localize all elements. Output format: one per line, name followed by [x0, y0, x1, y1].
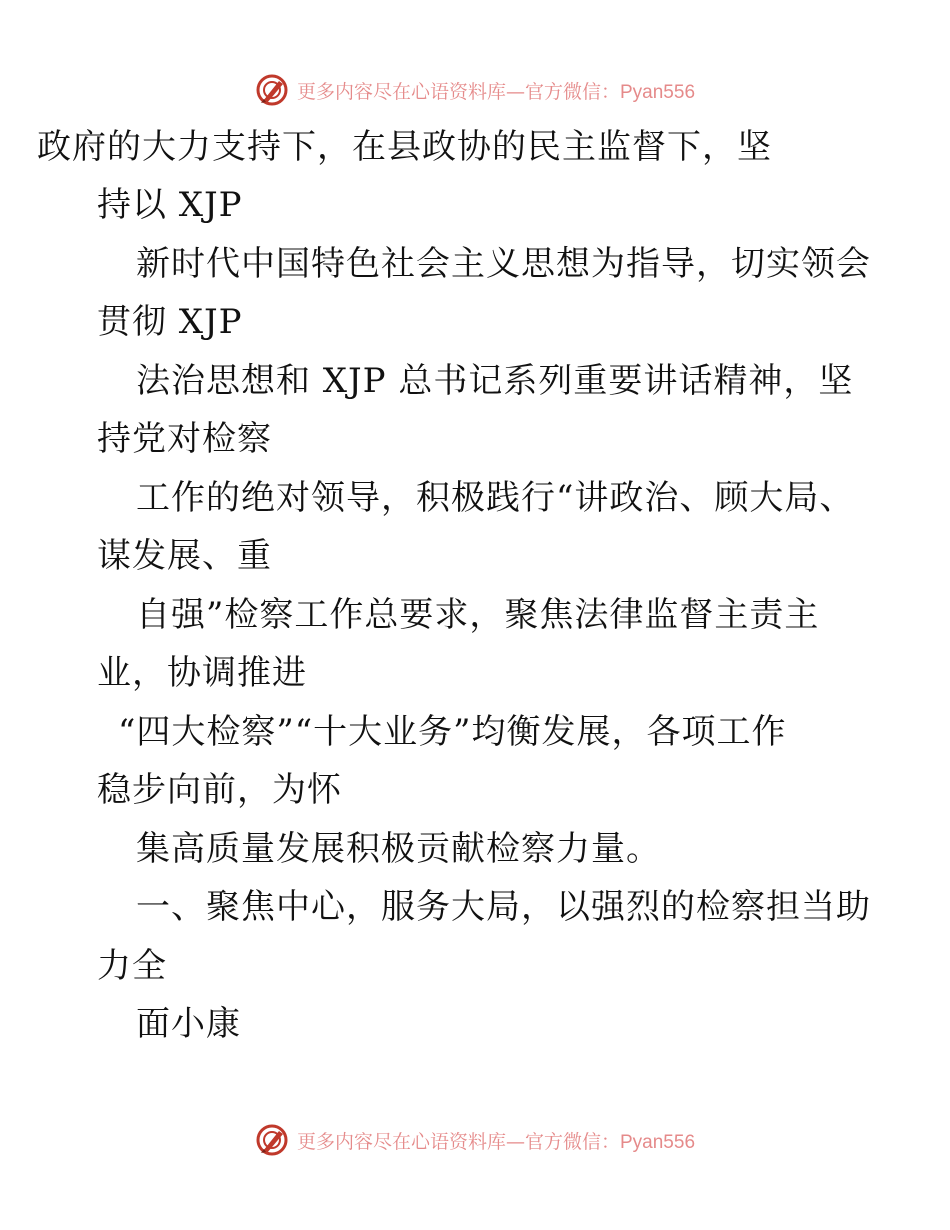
text-line: 力全 [97, 946, 167, 986]
text-line: 稳步向前，为怀 [97, 770, 342, 810]
text-line: 自强”检察工作总要求，聚焦法律监督主责主 [136, 595, 820, 635]
text-line: 工作的绝对领导，积极践行“讲政治、顾大局、 [136, 478, 855, 518]
pen-circle-logo-icon [255, 73, 289, 107]
text-line: 法治思想和 XJP 总书记系列重要讲话精神，坚 [136, 361, 854, 401]
text-line: 面小康 [136, 1004, 241, 1044]
text-line: 贯彻 XJP [97, 302, 243, 342]
header-watermark [0, 70, 950, 110]
text-line: “四大检察”“十大业务”均衡发展，各项工作 [118, 712, 787, 752]
text-line: 业，协调推进 [97, 653, 307, 693]
watermark-text: 更多内容尽在心语资料库—官方微信：Pyan556 [296, 80, 696, 103]
text-line: 一、聚焦中心，服务大局，以强烈的检察担当助 [136, 887, 871, 927]
text-line: 政府的大力支持下，在县政协的民主监督下，坚 [37, 127, 772, 167]
text-line: 持以 XJP [97, 185, 243, 225]
footer-watermark [0, 1120, 950, 1160]
text-line: 持党对检察 [97, 419, 272, 459]
watermark-text: 更多内容尽在心语资料库—官方微信：Pyan556 [296, 1130, 696, 1153]
text-line: 谋发展、重 [97, 536, 272, 576]
text-line: 集高质量发展积极贡献检察力量。 [136, 829, 661, 869]
pen-circle-logo-icon [255, 1123, 289, 1157]
text-line: 新时代中国特色社会主义思想为指导，切实领会 [136, 244, 871, 284]
